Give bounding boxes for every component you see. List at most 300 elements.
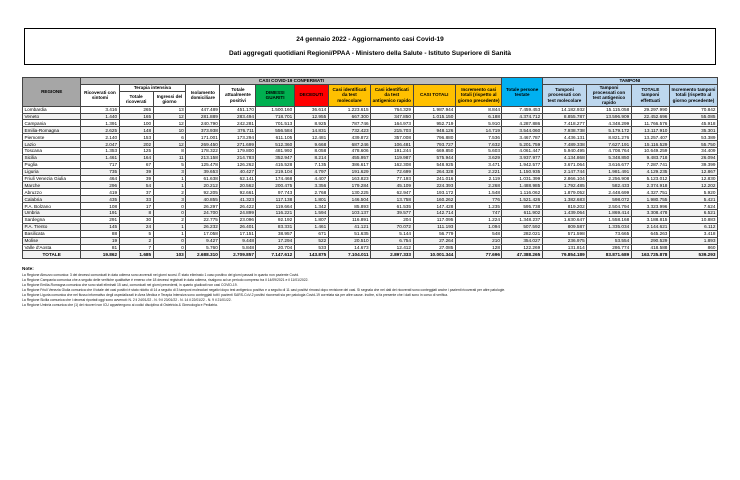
- data-cell: 51.635: [328, 230, 370, 237]
- data-cell: 747: [455, 210, 502, 217]
- table-row: [23, 189, 718, 196]
- data-cell: 10.883: [669, 216, 717, 223]
- data-cell: 204: [371, 216, 413, 223]
- data-cell: 6.112: [669, 223, 717, 230]
- data-cell: 145: [81, 223, 119, 230]
- data-cell: 522: [294, 237, 328, 244]
- region-name: Liguria: [23, 168, 81, 175]
- region-name: Umbria: [23, 210, 81, 217]
- data-cell: 1.223.615: [328, 106, 370, 113]
- data-cell: 38.957: [256, 230, 294, 237]
- data-cell: 22.775: [186, 216, 220, 223]
- data-cell: 556.584: [256, 127, 294, 134]
- data-cell: 1.348.237: [502, 216, 542, 223]
- data-cell: 12.412: [371, 244, 413, 251]
- totals-cell: 47.388.265: [502, 251, 542, 259]
- data-cell: 645.263: [631, 230, 669, 237]
- data-cell: 687.246: [328, 141, 370, 148]
- data-cell: 56.779: [413, 230, 455, 237]
- table-row: [23, 127, 718, 134]
- data-cell: 7.135: [294, 161, 328, 168]
- data-cell: 3.418: [669, 230, 717, 237]
- data-cell: 1.879.052: [542, 189, 586, 196]
- data-cell: 435: [81, 196, 119, 203]
- data-cell: 14.831: [294, 127, 328, 134]
- table-row: [23, 154, 718, 161]
- totals-cell: 7.104.011: [328, 251, 370, 259]
- data-cell: 8.058: [294, 148, 328, 155]
- table-row: [23, 237, 718, 244]
- data-cell: 548: [455, 230, 502, 237]
- data-cell: 61.638: [186, 175, 220, 182]
- data-cell: 242.281: [220, 120, 256, 127]
- region-name: Sardegna: [23, 216, 81, 223]
- data-cell: 2.268: [455, 182, 502, 189]
- data-cell: 26.401: [220, 223, 256, 230]
- data-cell: 20.562: [220, 182, 256, 189]
- data-cell: 347.850: [371, 113, 413, 120]
- data-cell: 131.814: [542, 244, 586, 251]
- data-cell: 126.262: [220, 161, 256, 168]
- totals-cell: 77.696: [455, 251, 502, 259]
- data-cell: 1.235: [455, 203, 502, 210]
- header-casi-molecolare: Casi identificati da test molecolare: [328, 84, 370, 106]
- totals-cell: 2.688.310: [186, 251, 220, 259]
- data-cell: 1.630.647: [542, 216, 586, 223]
- data-cell: 53.389: [669, 134, 717, 141]
- data-cell: 13.257.407: [631, 134, 669, 141]
- data-cell: 2.147.744: [542, 168, 586, 175]
- data-cell: 8.821.276: [587, 134, 631, 141]
- data-cell: 30: [119, 216, 153, 223]
- data-cell: 819.202: [542, 203, 586, 210]
- data-cell: 5.603: [455, 148, 502, 155]
- data-cell: 128: [455, 244, 502, 251]
- table-row: [23, 223, 718, 230]
- region-name: Piemonte: [23, 134, 81, 141]
- data-cell: 119.664: [256, 203, 294, 210]
- data-cell: 108: [81, 203, 119, 210]
- data-cell: 77.193: [371, 175, 413, 182]
- region-name: Lombardia: [23, 106, 81, 113]
- data-cell: 37: [119, 189, 153, 196]
- data-cell: 291: [81, 216, 119, 223]
- data-cell: 45.109: [371, 182, 413, 189]
- data-cell: 163.823: [328, 175, 370, 182]
- region-name: Emilia-Romagna: [23, 127, 81, 134]
- data-cell: 2.866.104: [542, 175, 586, 182]
- totals-cell: 539.293: [669, 251, 717, 259]
- data-cell: 1: [153, 175, 186, 182]
- data-cell: 193.172: [413, 189, 455, 196]
- data-cell: 10: [153, 127, 186, 134]
- data-cell: 130.225: [328, 189, 370, 196]
- totals-cell: 10.001.344: [413, 251, 455, 259]
- table-row: [23, 216, 718, 223]
- data-cell: 718.701: [256, 113, 294, 120]
- totals-cell: 83.871.689: [587, 251, 631, 259]
- data-cell: 3: [153, 196, 186, 203]
- data-cell: 787.746: [328, 120, 370, 127]
- data-cell: 1.342: [294, 203, 328, 210]
- report-title-line2: Dati aggregati quotidiani Regioni/PPAA - Ministero della Salute - Istituto Superiore di Sanità: [228, 49, 512, 57]
- region-name: Abruzzo: [23, 189, 81, 196]
- data-cell: 88: [81, 230, 119, 237]
- data-cell: 5.920: [669, 189, 717, 196]
- totals-row: [23, 251, 718, 259]
- data-cell: 202: [119, 141, 153, 148]
- table-row: [23, 175, 718, 182]
- data-cell: 952.719: [413, 120, 455, 127]
- data-cell: 717: [81, 161, 119, 168]
- data-cell: 948.126: [413, 127, 455, 134]
- data-cell: 439.872: [328, 134, 370, 141]
- data-cell: 669.850: [413, 148, 455, 155]
- data-cell: 1.461: [81, 154, 119, 161]
- header-tamponi-totale: TOTALE tamponi effettuati: [631, 84, 669, 106]
- data-cell: 1.981.491: [587, 168, 631, 175]
- data-cell: 1: [153, 223, 186, 230]
- data-cell: 85.893: [328, 203, 370, 210]
- data-cell: 4.061.447: [502, 148, 542, 155]
- data-cell: 611.902: [502, 210, 542, 217]
- data-cell: 39: [119, 175, 153, 182]
- data-cell: 35.301: [669, 127, 717, 134]
- data-cell: 735: [81, 168, 119, 175]
- data-cell: 165: [119, 113, 153, 120]
- table-row: [23, 120, 718, 127]
- data-cell: 27.085: [413, 244, 455, 251]
- data-cell: 11.766.576: [631, 120, 669, 127]
- table-row: [23, 203, 718, 210]
- data-cell: 179.800: [220, 148, 256, 155]
- data-cell: 1: [153, 230, 186, 237]
- data-cell: 282.021: [502, 230, 542, 237]
- data-cell: 117.138: [256, 196, 294, 203]
- header-band-confermati: CASI COVID-19 CONFERMATI: [81, 78, 502, 84]
- note-line: La Regione Emilia-Romagna comunica che sono stati eliminati 15 casi, comunicati nei giorni precedenti, in quanto giudicati non casi COVID-19.: [22, 283, 238, 288]
- data-cell: 598.072: [587, 196, 631, 203]
- data-cell: 22.452.696: [631, 113, 669, 120]
- data-cell: 12: [153, 120, 186, 127]
- data-cell: 1.893: [669, 237, 717, 244]
- data-cell: 2.119: [455, 175, 502, 182]
- data-cell: 1.521.426: [502, 196, 542, 203]
- data-cell: 61.535: [371, 203, 413, 210]
- data-cell: 236.975: [542, 237, 586, 244]
- data-cell: 418.588: [631, 244, 669, 251]
- data-cell: 6: [153, 134, 186, 141]
- data-cell: 14.719: [455, 127, 502, 134]
- data-cell: 173.294: [220, 134, 256, 141]
- data-cell: 4.407: [294, 175, 328, 182]
- data-cell: 12.867: [669, 168, 717, 175]
- data-cell: 571.598: [542, 230, 586, 237]
- covid-data-table: [22, 77, 718, 259]
- data-cell: 1.382.683: [542, 196, 586, 203]
- table-row: [23, 196, 718, 203]
- data-cell: 2: [153, 216, 186, 223]
- data-cell: 809.587: [542, 223, 586, 230]
- data-cell: 13.758: [371, 196, 413, 203]
- data-cell: 357.008: [371, 134, 413, 141]
- data-cell: 5: [119, 230, 153, 237]
- data-cell: 4.129.235: [631, 168, 669, 175]
- data-cell: 265: [119, 106, 153, 113]
- data-cell: 125.478: [186, 161, 220, 168]
- data-cell: 595.738: [502, 203, 542, 210]
- data-cell: 116.221: [256, 210, 294, 217]
- data-cell: 41.121: [328, 223, 370, 230]
- data-cell: 455.957: [328, 154, 370, 161]
- data-cell: 26.232: [186, 223, 220, 230]
- data-cell: 4.348.299: [587, 120, 631, 127]
- data-cell: 4.327.751: [631, 189, 669, 196]
- data-cell: 72.699: [371, 168, 413, 175]
- data-cell: 178.322: [186, 148, 220, 155]
- note-line: La Regione Umbria comunica che (1) dei ricoveri non ICU appartengono ai codici disciplina di Ostetricia & Ginecologia e Pediatria.: [22, 303, 218, 308]
- region-name: Sicilia: [23, 154, 81, 161]
- data-cell: 1.391: [81, 120, 119, 127]
- data-cell: 3.188.815: [631, 216, 669, 223]
- data-cell: 2.625: [81, 127, 119, 134]
- data-cell: 153: [119, 134, 153, 141]
- data-cell: 103.137: [328, 210, 370, 217]
- data-cell: 17.151: [220, 230, 256, 237]
- data-cell: 8: [153, 148, 186, 155]
- data-cell: 215.703: [371, 127, 413, 134]
- data-cell: 671: [294, 230, 328, 237]
- totals-cell: 163.725.878: [631, 251, 669, 259]
- data-cell: 213.158: [186, 154, 220, 161]
- totals-cell: 103: [153, 251, 186, 259]
- data-cell: 1.801: [294, 196, 328, 203]
- data-cell: 1.461: [294, 223, 328, 230]
- region-name: Marche: [23, 182, 81, 189]
- data-cell: 373.938: [186, 127, 220, 134]
- data-cell: 1: [153, 182, 186, 189]
- data-cell: 1.558.168: [587, 216, 631, 223]
- data-cell: 3.616.677: [587, 161, 631, 168]
- header-ricoverati: Ricoverati con sintomi: [81, 84, 119, 106]
- header-terapia-intensiva: Terapia intensiva: [119, 84, 186, 92]
- data-cell: 507.592: [502, 223, 542, 230]
- data-cell: 116.891: [328, 216, 370, 223]
- data-cell: 5.421: [669, 196, 717, 203]
- data-cell: 7.624: [669, 203, 717, 210]
- notes-section: [22, 266, 727, 308]
- totals-cell: 2.897.333: [371, 251, 413, 259]
- data-cell: 575.944: [413, 154, 455, 161]
- header-ti-ingressi: Ingressi del giorno: [153, 92, 186, 106]
- data-cell: 160.262: [413, 196, 455, 203]
- data-cell: 1.869.414: [587, 210, 631, 217]
- data-cell: 9.483.718: [631, 154, 669, 161]
- data-cell: 8.855.787: [542, 113, 586, 120]
- data-cell: 5.910: [455, 120, 502, 127]
- data-cell: 4.708.764: [587, 148, 631, 155]
- data-cell: 70.842: [669, 106, 717, 113]
- table-row: [23, 106, 718, 113]
- table-row: [23, 182, 718, 189]
- data-cell: 40.855: [186, 196, 220, 203]
- data-cell: 191: [81, 210, 119, 217]
- data-cell: 0: [153, 203, 186, 210]
- table-row: [23, 113, 718, 120]
- data-cell: 533: [294, 244, 328, 251]
- data-cell: 1.807: [294, 216, 328, 223]
- data-cell: 26.422: [220, 203, 256, 210]
- data-cell: 5.179.172: [587, 127, 631, 134]
- header-dimessi-guariti: DIMESSI GUARITI: [256, 84, 294, 106]
- data-cell: 45.918: [669, 120, 717, 127]
- header-incremento-casi: Incremento casi totali (rispetto al giorno precedente): [455, 84, 502, 106]
- data-cell: 3.471: [455, 161, 502, 168]
- data-cell: 17.058: [186, 230, 220, 237]
- data-cell: 1.792.485: [542, 182, 586, 189]
- table-row: [23, 244, 718, 251]
- data-cell: 111.193: [413, 223, 455, 230]
- region-name: Lazio: [23, 141, 81, 148]
- data-cell: 3.544.060: [502, 127, 542, 134]
- data-cell: 732.423: [328, 127, 370, 134]
- totals-cell: 79.854.189: [542, 251, 586, 259]
- data-cell: 2.140: [81, 134, 119, 141]
- note-line: La Regione Campania comunica che a seguito delle verifiche qualitative è emerso che 18 decessi registrati in data odierna, risalgono ad un periodo compreso tra il 14/09/2021 e il 11/01/2022.: [22, 278, 309, 283]
- data-cell: 36.614: [294, 106, 328, 113]
- data-cell: 224.393: [413, 182, 455, 189]
- data-cell: 7.459.453: [502, 106, 542, 113]
- data-cell: 39.653: [186, 168, 220, 175]
- data-cell: 354.027: [502, 237, 542, 244]
- region-name: Puglia: [23, 161, 81, 168]
- header-incremento-tamponi: Incremento tamponi totali (rispetto al giorno precedente): [669, 84, 717, 106]
- header-ti-totale: Totale ricoverati: [119, 92, 153, 106]
- data-cell: 210: [455, 237, 502, 244]
- data-cell: 6.188: [455, 113, 502, 120]
- data-cell: 1.594: [294, 210, 328, 217]
- table-header: [23, 78, 718, 106]
- data-cell: 3.308.478: [631, 210, 669, 217]
- data-cell: 3.629: [455, 154, 502, 161]
- data-cell: 269.450: [186, 141, 220, 148]
- data-cell: 286.774: [587, 244, 631, 251]
- totals-cell: 7.147.612: [256, 251, 294, 259]
- data-cell: 73.665: [587, 230, 631, 237]
- data-cell: 1.488.985: [502, 182, 542, 189]
- data-cell: 26.094: [669, 154, 717, 161]
- data-cell: 174.468: [256, 175, 294, 182]
- data-cell: 5.201.759: [502, 141, 542, 148]
- table-row: [23, 141, 718, 148]
- data-cell: 241.016: [413, 175, 455, 182]
- data-cell: 24.899: [220, 210, 256, 217]
- region-name: P.A. Bolzano: [23, 203, 81, 210]
- data-cell: 464: [81, 175, 119, 182]
- data-cell: 776: [455, 196, 502, 203]
- data-cell: 1.150.935: [502, 168, 542, 175]
- data-cell: 860: [669, 244, 717, 251]
- data-cell: 451.170: [220, 106, 256, 113]
- data-cell: 5.760: [186, 244, 220, 251]
- data-cell: 764.329: [371, 106, 413, 113]
- data-cell: 1.987.944: [413, 106, 455, 113]
- data-cell: 283.494: [220, 113, 256, 120]
- data-cell: 7.938.738: [542, 127, 586, 134]
- data-cell: 12.955: [294, 113, 328, 120]
- data-cell: 1.116.062: [502, 189, 542, 196]
- data-cell: 1.980.755: [631, 196, 669, 203]
- data-cell: 5.123.012: [631, 175, 669, 182]
- data-cell: 5: [153, 161, 186, 168]
- data-cell: 92.661: [220, 189, 256, 196]
- data-cell: 164: [119, 154, 153, 161]
- report-title-line1: 24 gennaio 2022 - Aggiornamento casi Covid-19: [296, 36, 444, 43]
- data-cell: 12: [153, 113, 186, 120]
- header-persone-testate: Totale persone testate: [502, 78, 542, 106]
- data-cell: 4.134.868: [542, 154, 586, 161]
- data-cell: 14.673: [328, 244, 370, 251]
- data-cell: 611.105: [256, 134, 294, 141]
- data-cell: 117.095: [413, 216, 455, 223]
- region-name: Basilicata: [23, 230, 81, 237]
- data-cell: 3: [153, 168, 186, 175]
- header-isolamento: Isolamento domiciliare: [186, 84, 220, 106]
- data-cell: 5.848: [220, 244, 256, 251]
- data-cell: 191.629: [328, 168, 370, 175]
- data-cell: 10.649.259: [631, 148, 669, 155]
- data-cell: 478.606: [328, 148, 370, 155]
- data-cell: 125: [119, 148, 153, 155]
- data-cell: 582.433: [587, 182, 631, 189]
- table-body: [23, 106, 718, 259]
- data-cell: 7.418.277: [542, 120, 586, 127]
- data-cell: 5.348.850: [587, 154, 631, 161]
- data-cell: 83.331: [256, 223, 294, 230]
- data-cell: 81: [81, 244, 119, 251]
- region-name: P.A. Trento: [23, 223, 81, 230]
- data-cell: 92.192: [256, 216, 294, 223]
- data-cell: 6.754: [371, 237, 413, 244]
- data-cell: 70.072: [371, 223, 413, 230]
- data-cell: 12.830: [669, 175, 717, 182]
- data-cell: 0: [153, 237, 186, 244]
- data-cell: 39: [119, 168, 153, 175]
- data-cell: 62.947: [371, 189, 413, 196]
- header-band-tamponi: TAMPONI: [542, 78, 717, 84]
- data-cell: 3.937.977: [502, 154, 542, 161]
- data-cell: 240.790: [186, 120, 220, 127]
- note-line: La Regione Liguria comunica che nel flusso informativo degli ospedalizzati in Area Medica e Terapia Intensiva sono conteggiati tutti i pazienti SARS-CoV-2 positivi ricoverati sia per patologia Covid-19 correlata sia per altre cause. Inoltre, si fa presente che i dati sono in corso di verifica.: [22, 293, 449, 298]
- data-cell: 296: [81, 182, 119, 189]
- data-cell: 2.448.699: [587, 189, 631, 196]
- data-cell: 9.448: [220, 237, 256, 244]
- header-positivi: Totale attualmente positivi: [220, 84, 256, 106]
- data-cell: 667.300: [328, 113, 370, 120]
- data-cell: 0: [153, 244, 186, 251]
- data-cell: 1.094: [455, 223, 502, 230]
- data-cell: 27.264: [413, 237, 455, 244]
- data-cell: 97.743: [256, 189, 294, 196]
- data-cell: 1.440: [81, 113, 119, 120]
- data-cell: 264.328: [413, 168, 455, 175]
- notes-list: [22, 273, 727, 308]
- data-cell: 548.925: [413, 161, 455, 168]
- header-casi-antigenico: Casi identificati da test antigenico rapido: [371, 84, 413, 106]
- data-cell: 7.536: [455, 134, 502, 141]
- data-cell: 23.096: [220, 216, 256, 223]
- header-tamponi-antigenico: Tamponi processati con test antigenico rapido: [587, 84, 631, 106]
